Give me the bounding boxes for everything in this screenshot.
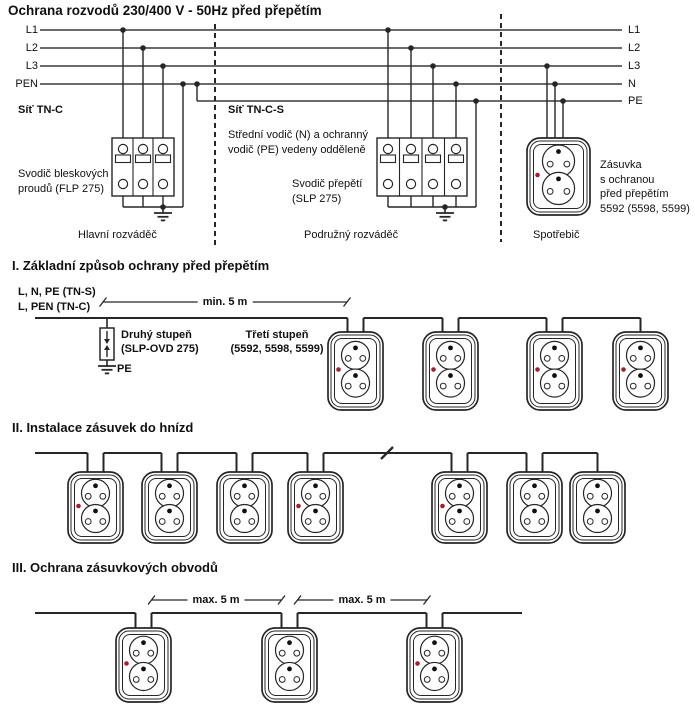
bus-label-left-pen: PEN — [15, 78, 38, 90]
main-title: Ochrana rozvodů 230/400 V - 50Hz před přepětím — [8, 3, 322, 18]
bus-label-right-l2: L2 — [628, 42, 641, 54]
bus-label-left-l2: L2 — [25, 42, 38, 54]
stage3-label — [231, 328, 324, 356]
main-board-label: Hlavní rozváděč — [78, 229, 157, 241]
flp-label-line2: proudů (FLP 275) — [18, 183, 105, 195]
stage3-label-line1: Třetí stupeň — [245, 329, 309, 341]
bus-label-right-n: N — [628, 78, 636, 90]
stage2-label — [121, 328, 199, 356]
socket-note-line2: s ochranou — [600, 173, 655, 186]
section1-wire-label-tns: L, N, PE (TN-S) — [18, 286, 96, 298]
net-tnc-label: Síť TN-C — [18, 104, 63, 116]
flp-label-line1: Svodič bleskových — [18, 168, 109, 180]
section3-dimension-label-2: max. 5 m — [333, 593, 390, 607]
section2-title: II. Instalace zásuvek do hnízd — [12, 420, 194, 435]
slp-label-line1: Svodič přepětí — [292, 178, 363, 190]
net-tncs-label: Síť TN-C-S — [228, 104, 284, 116]
tncs-note — [228, 128, 368, 158]
tncs-note-line1: Střední vodič (N) a ochranný — [228, 129, 369, 141]
section1-title: I. Základní způsob ochrany před přepětím — [12, 258, 270, 273]
stage2-pe-label: PE — [117, 363, 132, 375]
stage2-label-line1: Druhý stupeň — [121, 329, 192, 341]
sub-board-label: Podružný rozváděč — [304, 229, 399, 241]
bus-label-left-l1: L1 — [25, 24, 38, 36]
section3-title: III. Ochrana zásuvkových obvodů — [12, 560, 218, 575]
bus-label-left-l3: L3 — [25, 60, 38, 72]
stage2-label-line2: (SLP-OVD 275) — [121, 343, 199, 355]
tncs-note-line2: vodič (PE) vedeny odděleně — [228, 144, 366, 156]
bus-label-right-pe: PE — [628, 95, 643, 107]
appliance-label: Spotřebič — [533, 229, 580, 241]
bus-label-right-l3: L3 — [628, 60, 641, 72]
section1-wire-label-tnc: L, PEN (TN-C) — [18, 301, 91, 313]
bus-label-right-l1: L1 — [628, 24, 641, 36]
protected-socket-note — [600, 158, 690, 216]
section3-dimension-label-1: max. 5 m — [187, 593, 244, 607]
slp-label — [292, 177, 362, 207]
stage3-label-line2: (5592, 5598, 5599) — [230, 343, 324, 355]
socket-note-line1: Zásuvka — [600, 159, 642, 171]
slp-label-line2: (SLP 275) — [292, 193, 342, 205]
socket-note-line4: 5592 (5598, 5599) — [600, 202, 690, 215]
socket-note-line3: před přepětím — [600, 188, 669, 200]
section1-dimension-label: min. 5 m — [198, 295, 253, 309]
flp-label — [18, 167, 109, 197]
